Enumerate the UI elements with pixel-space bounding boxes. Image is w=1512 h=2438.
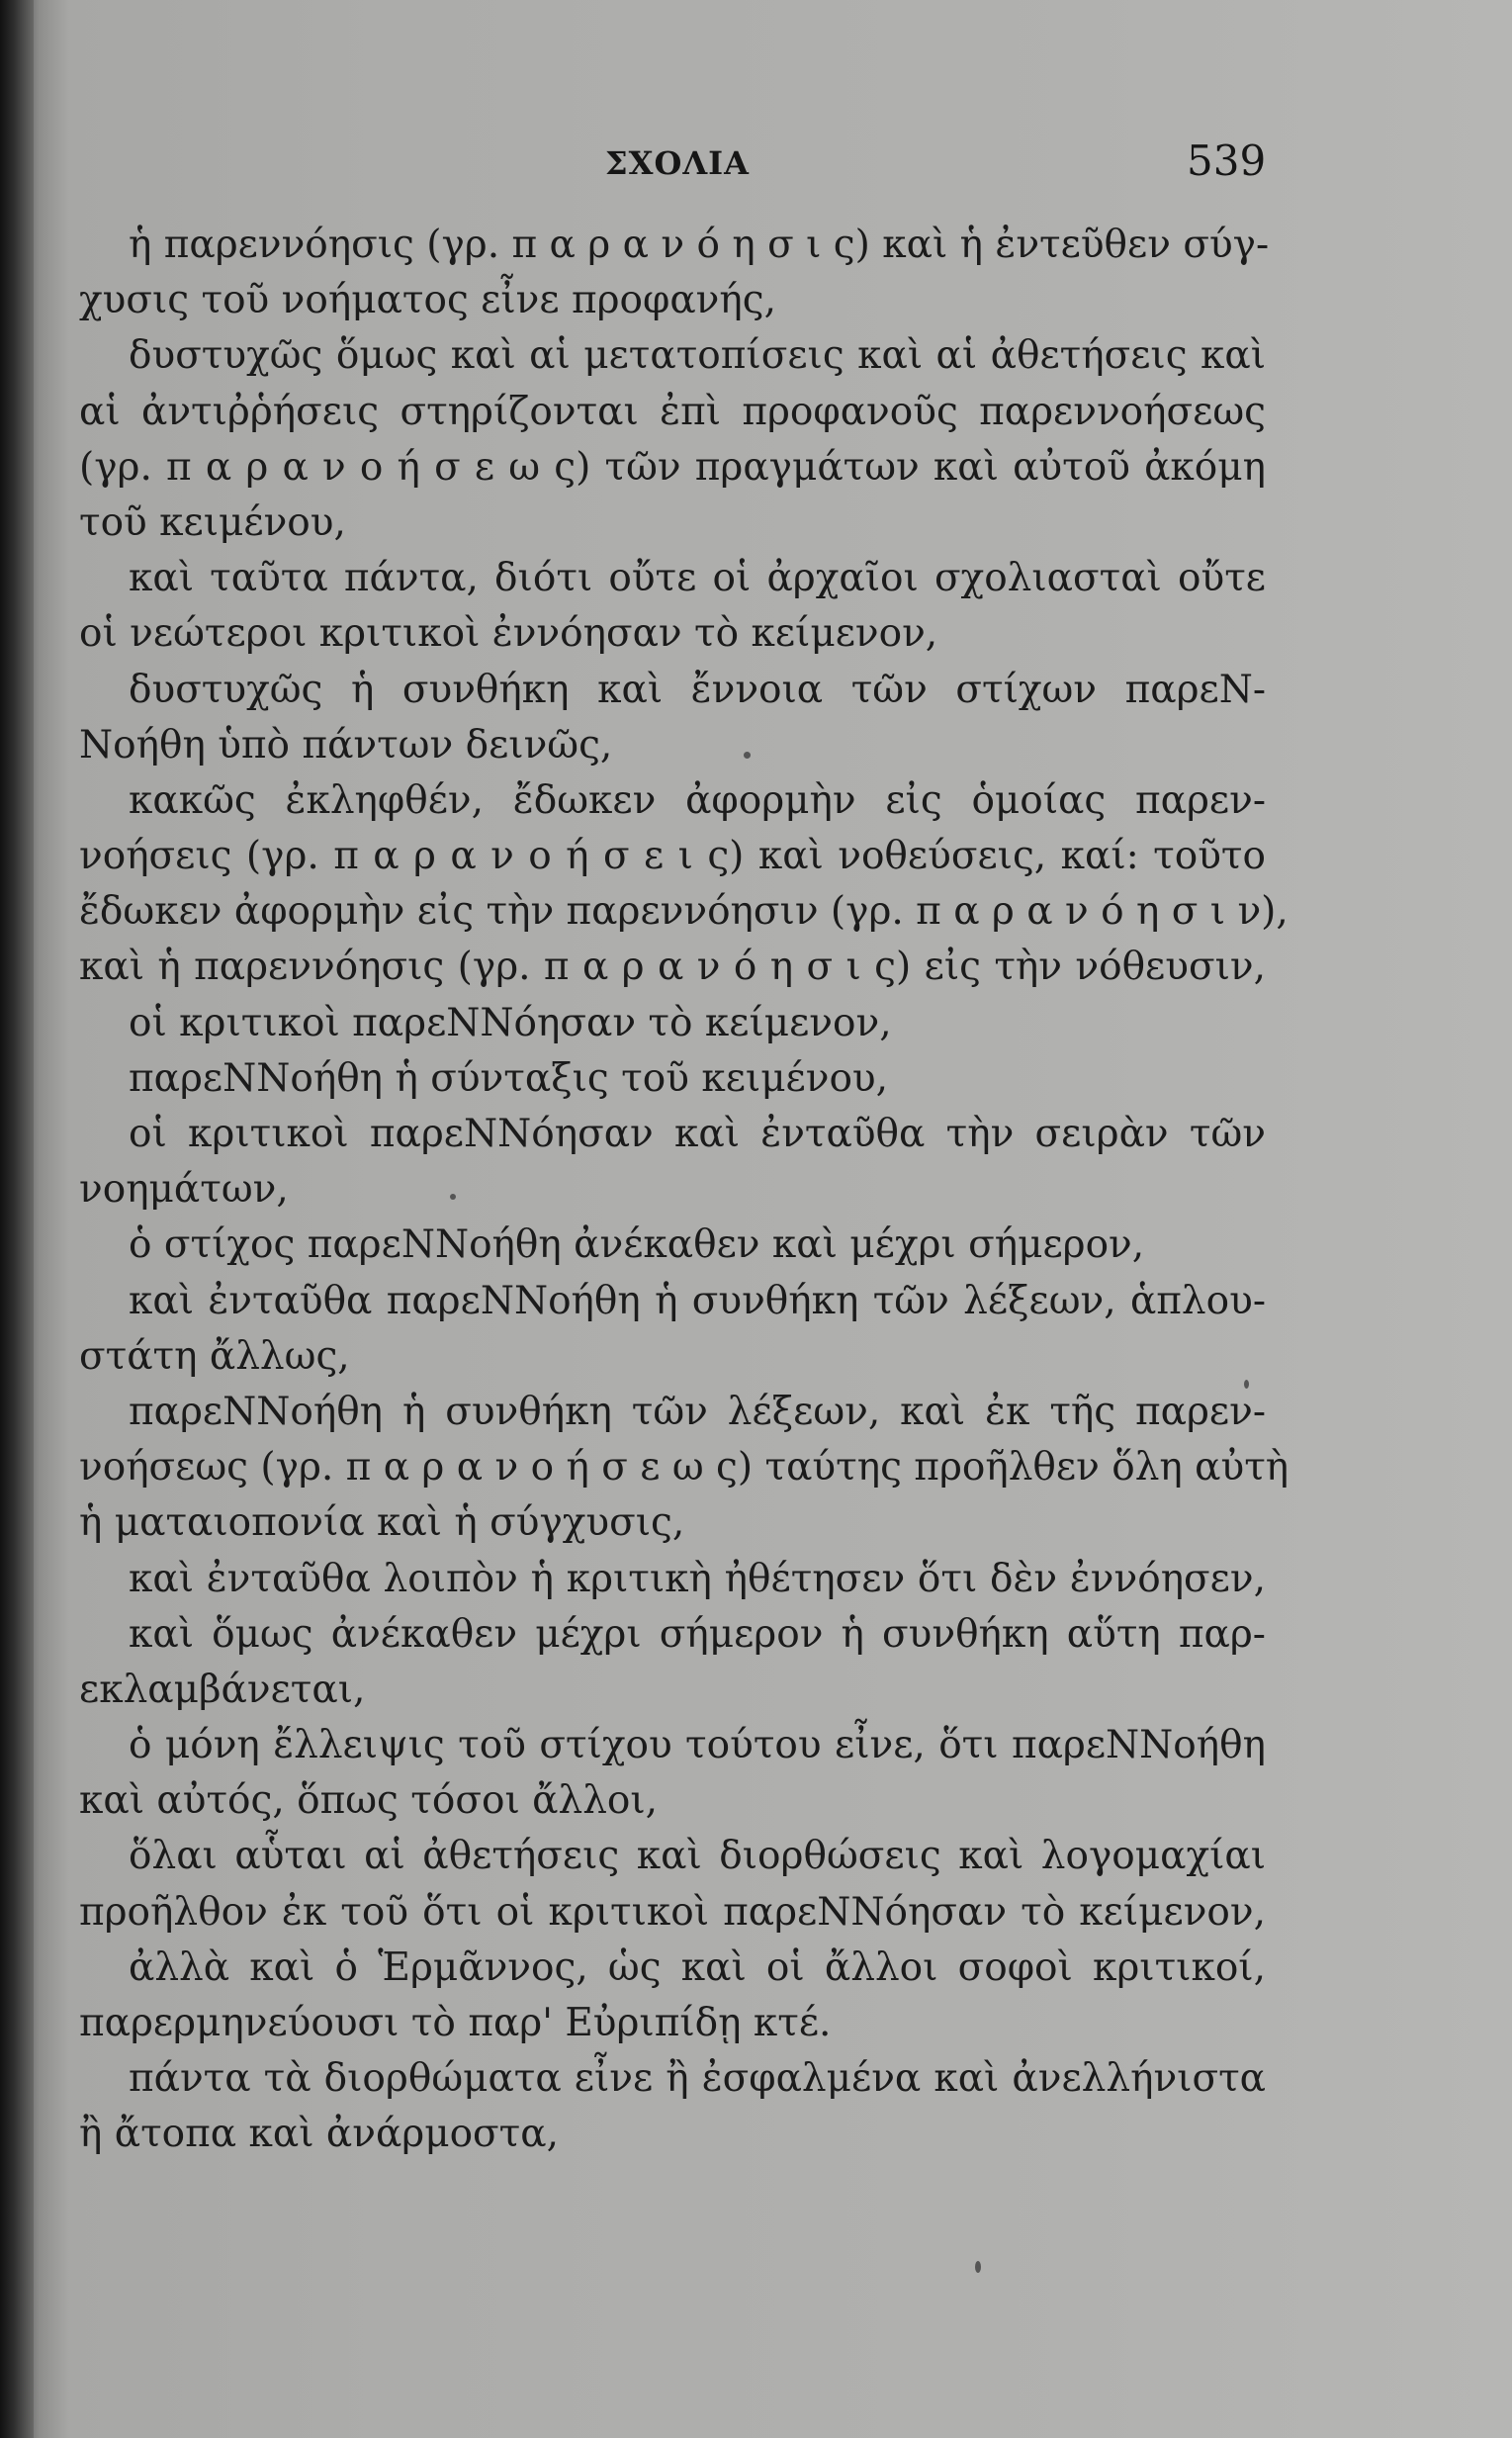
text-line: στάτη ἄλλως, <box>79 1333 350 1379</box>
text-line: καὶ ἐνταῦθα λοιπὸν ἡ κριτικὴ ἠθέτησεν ὅτι δὲν ἐννόησεν, <box>129 1556 1266 1601</box>
text-line: (γρ. π α ρ α ν ο ή σ ε ω ς) τῶν πραγμάτων καὶ αὐτοῦ ἀκόμη <box>79 444 1266 490</box>
text-line: πάντα τὰ διορθώματα εἶνε ἢ ἐσφαλμένα καὶ ἀνελλήνιστα <box>129 2056 1266 2102</box>
text-line: οἱ κριτικοὶ παρεΝΝόησαν τὸ κείμενον, <box>129 1000 892 1045</box>
text-line: αἱ ἀντιῤῥήσεις στηρίζονται ἐπὶ προφανοῦς παρεννοήσεως <box>79 389 1266 434</box>
body-text <box>79 218 1290 2163</box>
text-line: παρεΝΝοήθη ἡ σύνταξις τοῦ κειμένου, <box>129 1055 889 1101</box>
text-line: ἔδωκεν ἀφορμὴν εἰς τὴν παρεννόησιν (γρ. π α ρ α ν ό η σ ι ν), <box>79 889 1289 935</box>
text-line: καὶ ὅμως ἀνέκαθεν μέχρι σήμερον ἡ συνθήκη αὕτη παρ- <box>129 1611 1266 1657</box>
text-line: κακῶς ἐκληφθέν, ἔδωκεν ἀφορμὴν εἰς ὁμοίας παρεν- <box>129 777 1266 823</box>
text-line: Νοήθη ὑπὸ πάντων δεινῶς, <box>79 722 613 768</box>
text-line: ὅλαι αὗται αἱ ἀθετήσεις καὶ διορθώσεις καὶ λογομαχίαι <box>129 1834 1266 1879</box>
book-spine-shadow <box>0 0 34 2438</box>
text-line: προῆλθον ἐκ τοῦ ὅτι οἱ κριτικοὶ παρεΝΝόησαν τὸ κείμενον, <box>79 1889 1266 1935</box>
text-line: ἡ ματαιοπονία καὶ ἡ σύγχυσις, <box>79 1500 685 1546</box>
print-speck <box>450 1194 456 1200</box>
text-line: οἱ κριτικοὶ παρεΝΝόησαν καὶ ἐνταῦθα τὴν σειρὰν τῶν <box>129 1112 1266 1156</box>
text-line: οἱ νεώτεροι κριτικοὶ ἐννόησαν τὸ κείμενον, <box>79 611 938 657</box>
text-line: τοῦ κειμένου, <box>79 499 346 545</box>
text-line: ἀλλὰ καὶ ὁ Ἑρμᾶννος, ὡς καὶ οἱ ἄλλοι σοφοὶ κριτικοί, <box>129 1944 1266 1990</box>
page-header <box>0 136 1512 196</box>
text-line: ἡ παρεννόησις (γρ. π α ρ α ν ό η σ ι ς) καὶ ἡ ἐντεῦθεν σύγ- <box>129 223 1270 267</box>
page-number: 539 <box>1187 136 1267 185</box>
text-line: καὶ ἐνταῦθα παρεΝΝοήθη ἡ συνθήκη τῶν λέξεων, ἁπλου- <box>129 1278 1266 1323</box>
text-line: δυστυχῶς ἡ συνθήκη καὶ ἔννοια τῶν στίχων παρεΝ- <box>129 667 1266 712</box>
text-line: ὁ μόνη ἔλλειψις τοῦ στίχου τούτου εἶνε, ὅτι παρεΝΝοήθη <box>129 1723 1266 1768</box>
text-line: νοήσεις (γρ. π α ρ α ν ο ή σ ε ι ς) καὶ νοθεύσεις, καί: τοῦτο <box>79 834 1266 879</box>
text-line: παρερμηνεύουσι τὸ παρ' Εὐριπίδῃ κτέ. <box>79 2001 832 2045</box>
print-speck <box>975 2261 981 2273</box>
text-line: καὶ ταῦτα πάντα, διότι οὔτε οἱ ἀρχαῖοι σχολιασταὶ οὔτε <box>129 556 1266 601</box>
text-line: χυσις τοῦ νοήματος εἶνε προφανής, <box>79 278 776 323</box>
text-line: νοημάτων, <box>79 1167 289 1213</box>
running-head: ΣΧΟΛΙΑ <box>605 144 750 182</box>
text-line: ἢ ἄτοπα καὶ ἀνάρμοστα, <box>79 2112 559 2157</box>
text-line: παρεΝΝοήθη ἡ συνθήκη τῶν λέξεων, καὶ ἐκ τῆς παρεν- <box>129 1389 1266 1434</box>
print-speck <box>1244 1380 1249 1389</box>
text-line: νοήσεως (γρ. π α ρ α ν ο ή σ ε ω ς) ταύτης προῆλθεν ὅλη αὐτὴ <box>79 1445 1290 1490</box>
text-line: καὶ ἡ παρεννόησις (γρ. π α ρ α ν ό η σ ι ς) εἰς τὴν νόθευσιν, <box>79 945 1266 990</box>
text-line: καὶ αὐτός, ὅπως τόσοι ἄλλοι, <box>79 1778 659 1824</box>
text-line: ὁ στίχος παρεΝΝοήθη ἀνέκαθεν καὶ μέχρι σήμερον, <box>129 1222 1145 1268</box>
print-speck <box>744 752 751 759</box>
text-line: εκλαμβάνεται, <box>79 1667 366 1712</box>
text-line: δυστυχῶς ὅμως καὶ αἱ μετατοπίσεις καὶ αἱ ἀθετήσεις καὶ <box>129 333 1266 379</box>
